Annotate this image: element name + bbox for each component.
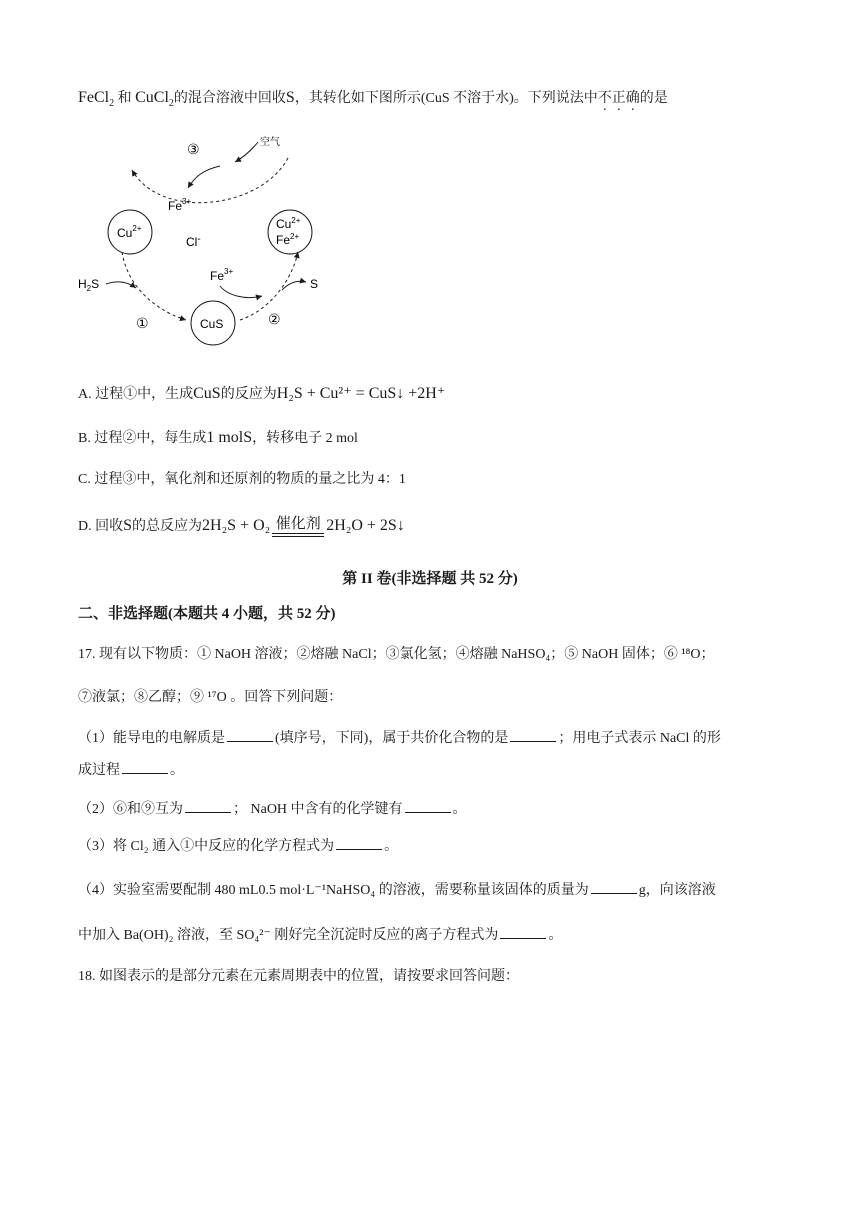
cu-ion-right: $Cu^{2+}$	[276, 216, 301, 231]
step-3-label: ③	[187, 141, 200, 157]
q17-line-1: 17. 现有以下物质：① NaOH 溶液；②熔融 NaCl；③氯化氢；④熔融 NaHSO₄；⑤ NaOH 固体；⑥ ¹⁸O；	[78, 647, 715, 662]
q17-part-2: （2）⑥和⑨互为 ； NaOH 中含有的化学键有 。	[78, 802, 467, 817]
answer-blank[interactable]	[227, 729, 273, 742]
cu-ion-left: $Cu^{2+}$	[117, 224, 142, 240]
chloride-ion: Cl-	[186, 234, 201, 249]
fe3-top: $Fe^{3+}$	[168, 197, 192, 213]
option-a: A. 过程①中，生成CuS的反应为H₂S + Cu²⁺ = CuS↓ +2H⁺	[78, 385, 446, 402]
section-title: 第 II 卷(非选择题 共 52 分)	[342, 571, 518, 587]
q17-part-4-cont: 中加入 Ba(OH)₂ 溶液，至 SO₄²⁻ 刚好完全沉淀时反应的离子方程式为 。	[78, 928, 563, 943]
answer-blank[interactable]	[185, 800, 231, 813]
step-2-label: ②	[268, 311, 281, 327]
fe3-arrow-top	[188, 166, 220, 188]
option-d: D. 回收S的总反应为2H₂S + O₂ 催化剂 2H₂O + 2S↓	[78, 512, 405, 541]
q18-stem: 18. 如图表示的是部分元素在元素周期表中的位置，请按要求回答问题：	[78, 969, 519, 984]
part-two-heading: 二、非选择题(本题共 4 小题，共 52 分)	[78, 606, 336, 622]
air-arrow	[235, 142, 258, 162]
fe3-mid: $Fe^{3+}$	[210, 267, 234, 283]
option-b: B. 过程②中，每生成1 molS，转移电子 2 mol	[78, 429, 358, 446]
answer-blank[interactable]	[591, 881, 637, 894]
answer-blank[interactable]	[336, 837, 382, 850]
h2s-label: $H_2S$	[78, 277, 100, 293]
formula-fecl2: FeCl$_2$	[78, 89, 115, 109]
answer-blank[interactable]	[405, 800, 451, 813]
formula-cucl2: CuCl$_2$	[135, 89, 174, 109]
cycle-arc-left	[122, 252, 186, 320]
question-stem: FeCl$_2$ 和 CuCl$_2$的混合溶液中回收S，其转化如下图所示(CuS 不溶于水)。下列说法中不正确的是	[78, 89, 668, 109]
q17-part-3: （3）将 Cl₂ 通入①中反应的化学方程式为 。	[78, 839, 399, 854]
emphasis-correct-2: 确	[625, 91, 640, 106]
answer-blank[interactable]	[510, 729, 556, 742]
step-1-label: ①	[136, 315, 149, 331]
emphasis-not: 不	[597, 91, 612, 106]
q17-part-4: （4）实验室需要配制 480 mL0.5 mol·L⁻¹NaHSO₄ 的溶液，需要称量该固体的质量为 g，向该溶液	[78, 883, 716, 898]
cus-label: CuS	[200, 317, 224, 331]
catalyst-condition: 催化剂	[272, 516, 324, 537]
option-c: C. 过程③中，氧化剂和还原剂的物质的量之比为 4：1	[78, 472, 406, 487]
fe3-arrow-mid	[220, 286, 262, 298]
q17-part-1: （1）能导电的电解质是 (填序号，下同)，属于共价化合物的是 ；用电子式表示 NaCl 的形	[78, 731, 721, 746]
s-product: S	[310, 277, 319, 291]
h2s-arrow	[106, 282, 136, 288]
air-label: 空气	[260, 137, 280, 148]
answer-blank[interactable]	[122, 761, 168, 774]
q17-line-2: ⑦液氯；⑧乙醇；⑨ ¹⁷O 。回答下列问题：	[78, 690, 343, 705]
emphasis-correct-1: 正	[611, 91, 626, 106]
q17-part-1-cont: 成过程 。	[78, 763, 184, 778]
cycle-arc-top	[132, 158, 288, 203]
conversion-cycle-diagram	[70, 130, 340, 350]
fe-ion-right: $Fe^{2+}$	[276, 232, 300, 247]
cycle-arc-right	[240, 252, 298, 320]
answer-blank[interactable]	[500, 926, 546, 939]
